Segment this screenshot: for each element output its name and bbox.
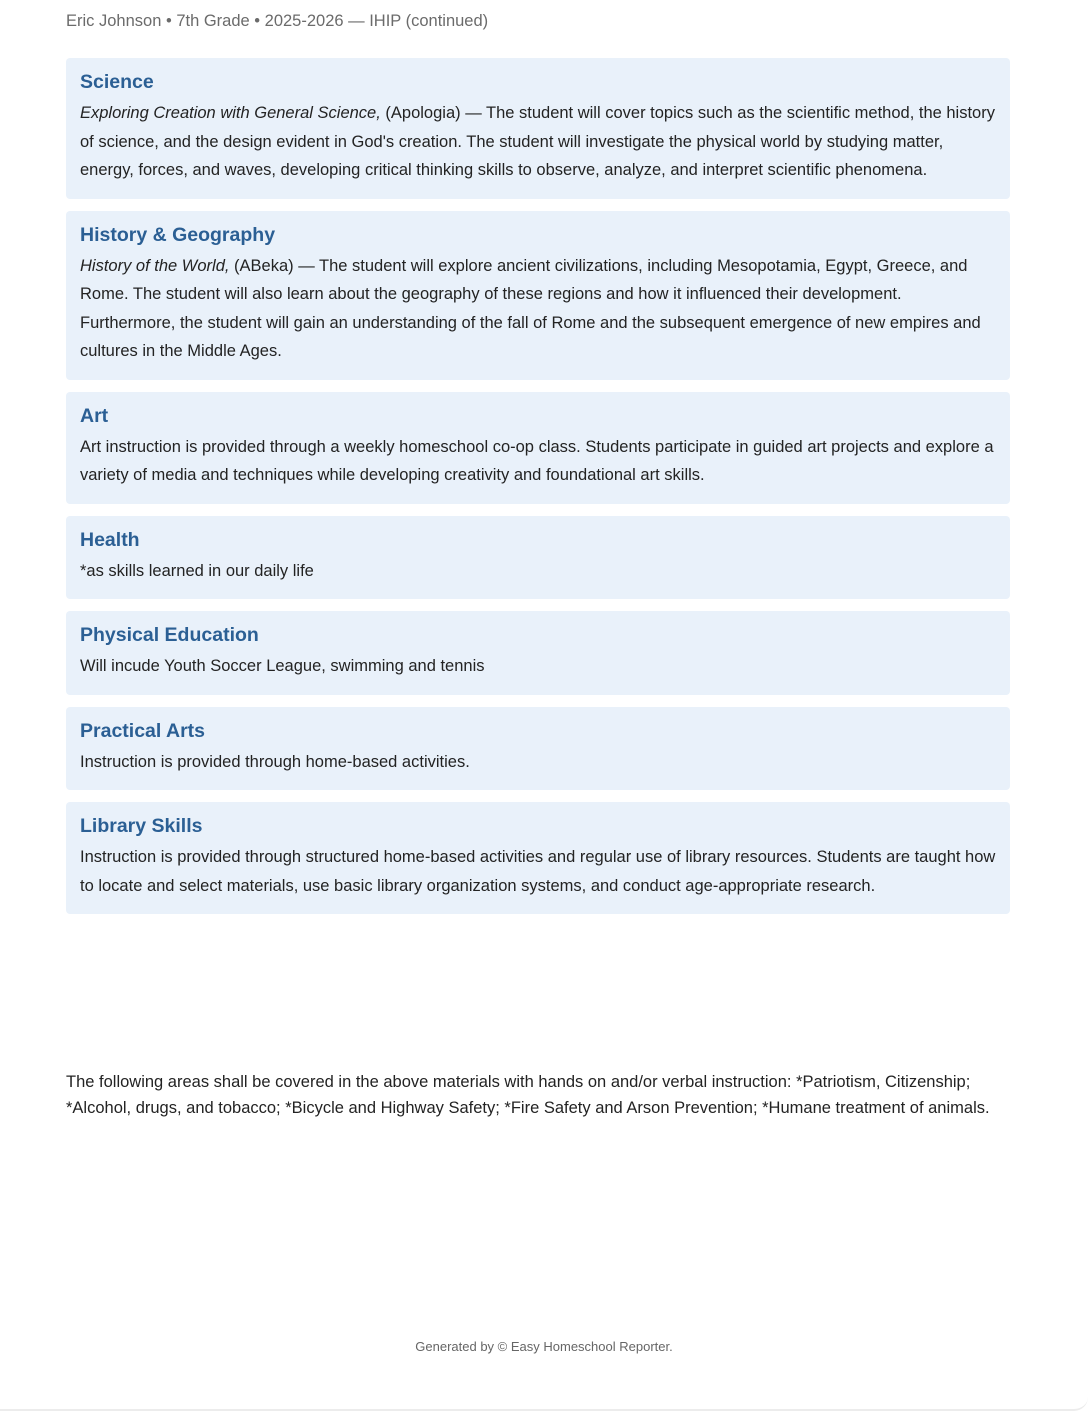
subject-title: Art [80, 404, 109, 427]
subject-title: Science [80, 71, 154, 93]
page-header: Eric Johnson • 7th Grade • 2025-2026 — IHIP (continued) [66, 12, 489, 30]
subject-title: Physical Education [80, 624, 259, 646]
subject-description [80, 252, 996, 366]
subject-section-physical-education [66, 611, 1010, 695]
book-title: Exploring Creation with General Science, [80, 104, 381, 122]
subject-description: Instruction is provided through structured home-based activities and regular use of library resources. Students are taught how to locate and select materials, use basic library organization systems, and conduct age-appropriate research. [80, 848, 996, 895]
subject-description: *as skills learned in our daily life [80, 561, 314, 580]
subject-title: Practical Arts [80, 719, 206, 742]
subject-section-science [66, 58, 1010, 199]
subject-description [80, 99, 996, 185]
generated-by-footer: Generated by © Easy Homeschool Reporter. [415, 1339, 673, 1354]
subject-description: Will incude Youth Soccer League, swimming and tennis [80, 657, 485, 675]
description-text: (ABeka) — The student will explore ancient civilizations, including Mesopotamia, Egypt, Greece, and Rome. The student will also learn about the geography of these regions and how it influenced their development. Furthermore, the student will gain an understanding of the fall of Rome and the subsequent emergence of new empires and cultures in the Middle Ages. [80, 256, 981, 360]
description-text: (Apologia) — The student will cover topics such as the scientific method, the history of science, and the design evident in God's creation. The student will investigate the physical world by studying matter, energy, forces, and waves, developing critical thinking skills to observe, analyze, and interpret scientific phenomena. [80, 104, 995, 179]
subject-section-practical-arts [66, 707, 1010, 791]
subject-sections [66, 58, 1010, 926]
subject-section-art [66, 392, 1010, 504]
book-title: History of the World, [80, 256, 230, 275]
subject-title: History & Geography [80, 223, 276, 246]
subject-section-history-geography [66, 211, 1010, 380]
subject-title: Health [80, 528, 140, 551]
subject-section-health [66, 516, 1010, 600]
subject-description: Instruction is provided through home-based activities. [80, 752, 470, 771]
subject-description: Art instruction is provided through a weekly homeschool co-op class. Students participate in guided art projects and explore a variety of media and techniques while developing creativity and foundational art skills. [80, 437, 994, 484]
required-areas-note: The following areas shall be covered in the above materials with hands on and/or verbal instruction: *Patriotism, Citizenship; *Alcohol, drugs, and tobacco; *Bicycle and Highway Safety; *Fire Safety and Arson Prevention; *Humane treatment of animals. [66, 1073, 990, 1117]
subject-section-library-skills [66, 802, 1010, 914]
subject-title: Library Skills [80, 815, 203, 837]
